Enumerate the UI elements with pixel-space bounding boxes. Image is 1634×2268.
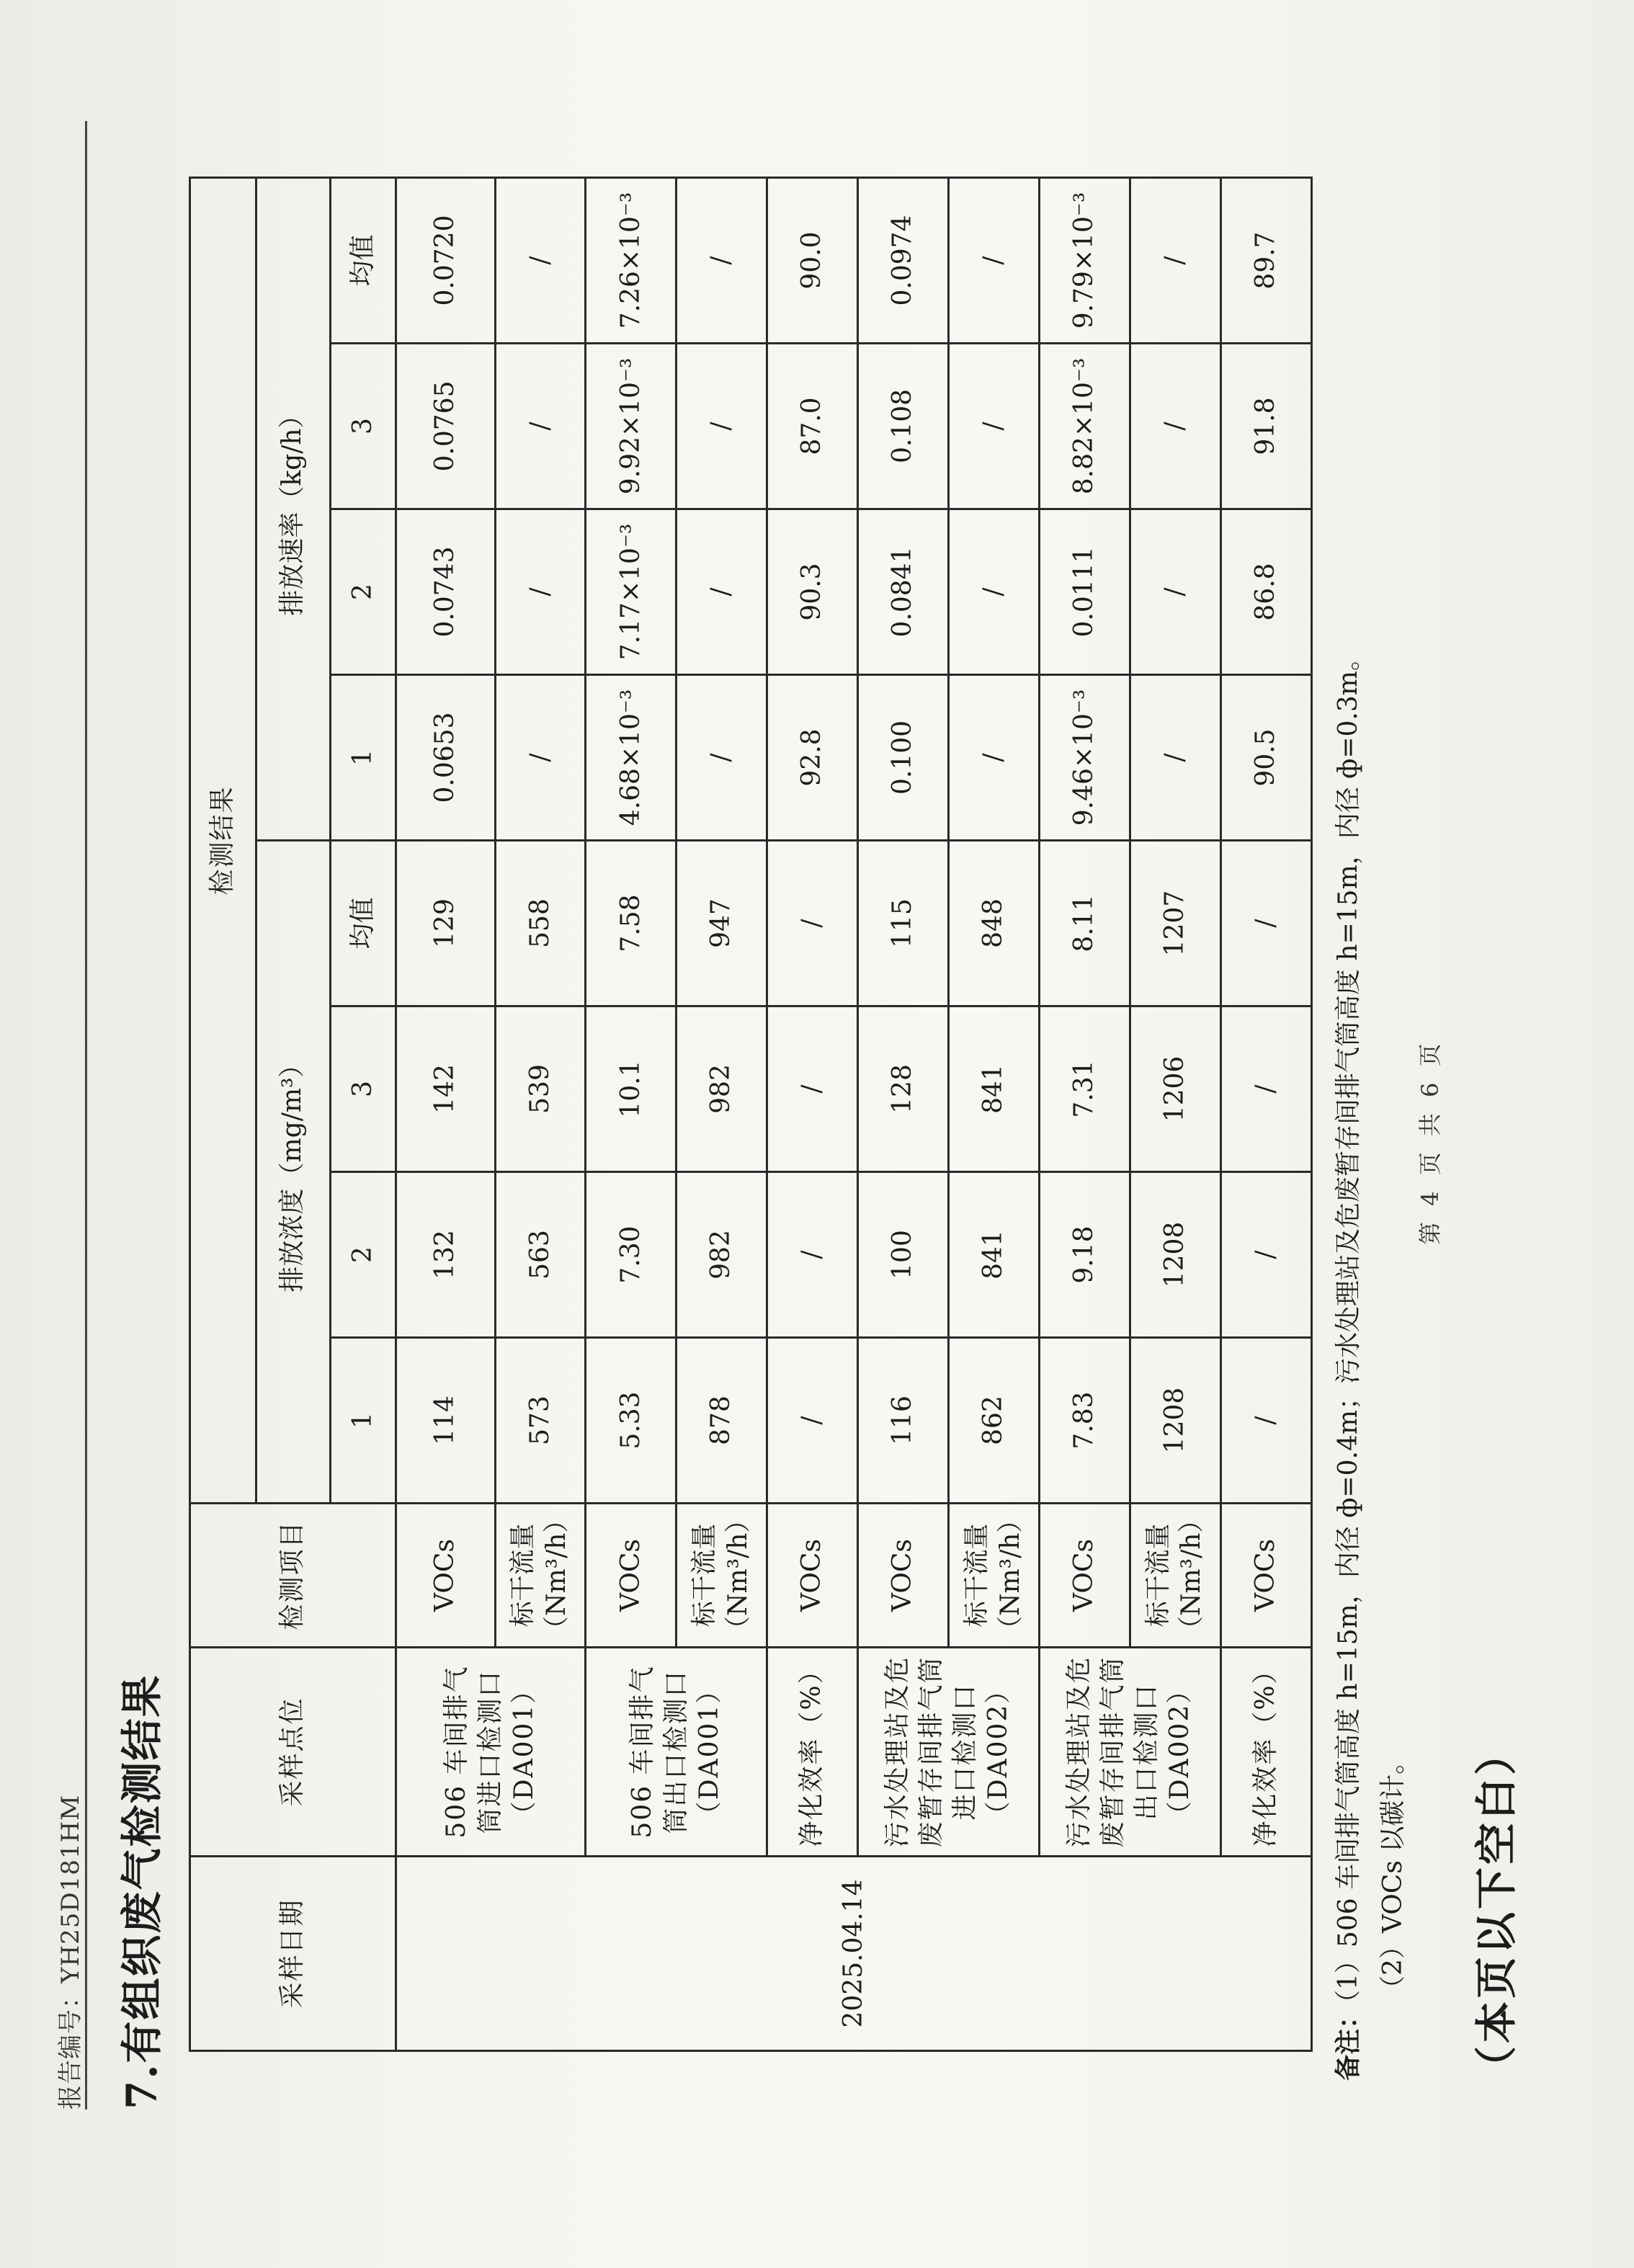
header-emission-concentration: 排放浓度（mg/m³） — [256, 841, 330, 1504]
header-rule — [85, 121, 87, 2109]
value-cell: 0.0841 — [858, 509, 949, 675]
header-rate-1: 1 — [330, 675, 396, 841]
value-cell: 0.0743 — [396, 509, 495, 675]
sampling-point-cell: 506 车间排气筒进口检测口（DA001） — [396, 1648, 586, 1857]
value-cell: 947 — [677, 841, 767, 1006]
value-cell: / — [677, 675, 767, 841]
value-cell: / — [949, 675, 1040, 841]
value-cell: 0.108 — [858, 344, 949, 509]
sampling-point-cell: 506 车间排气筒出口检测口（DA001） — [586, 1648, 767, 1857]
value-cell: 142 — [396, 1006, 495, 1172]
value-cell: 90.0 — [767, 177, 858, 343]
value-cell: 5.33 — [586, 1338, 677, 1504]
test-item-cell: VOCs — [586, 1504, 677, 1648]
header-sampling-date: 采样日期 — [190, 1857, 396, 2051]
test-item-cell: VOCs — [396, 1504, 495, 1648]
value-cell: 9.79×10⁻³ — [1040, 177, 1130, 343]
value-cell: / — [1130, 177, 1221, 343]
value-cell: 128 — [858, 1006, 949, 1172]
value-cell: / — [1130, 675, 1221, 841]
value-cell: 89.7 — [1220, 177, 1311, 343]
test-item-cell: 标干流量（Nm³/h） — [1130, 1504, 1221, 1648]
value-cell: 7.26×10⁻³ — [586, 177, 677, 343]
value-cell: / — [495, 509, 586, 675]
table-row — [767, 177, 858, 2050]
value-cell: 841 — [949, 1172, 1040, 1338]
value-cell: 132 — [396, 1172, 495, 1338]
value-cell: / — [1220, 1172, 1311, 1338]
value-cell: 0.0111 — [1040, 509, 1130, 675]
note-line-1 — [1326, 645, 1371, 2081]
page-number: 第 4 页 共 6 页 — [1416, 1039, 1444, 1245]
value-cell: 92.8 — [767, 675, 858, 841]
value-cell: / — [767, 841, 858, 1006]
value-cell: / — [495, 177, 586, 343]
value-cell: / — [1220, 1006, 1311, 1172]
value-cell: 114 — [396, 1338, 495, 1504]
value-cell: 9.46×10⁻³ — [1040, 675, 1130, 841]
value-cell: / — [677, 177, 767, 343]
value-cell: 129 — [396, 841, 495, 1006]
value-cell: 0.0765 — [396, 344, 495, 509]
value-cell: 0.0653 — [396, 675, 495, 841]
value-cell: 9.92×10⁻³ — [586, 344, 677, 509]
value-cell: 7.17×10⁻³ — [586, 509, 677, 675]
value-cell: 558 — [495, 841, 586, 1006]
header-emission-rate: 排放速率（kg/h） — [256, 177, 330, 840]
value-cell: 116 — [858, 1338, 949, 1504]
header-conc-3: 3 — [330, 1006, 396, 1172]
note-line-2 — [1371, 645, 1416, 2081]
value-cell: 848 — [949, 841, 1040, 1006]
value-cell: / — [1220, 1338, 1311, 1504]
sampling-date-cell: 2025.04.14 — [396, 1857, 1312, 2051]
value-cell: / — [677, 509, 767, 675]
value-cell: / — [1220, 841, 1311, 1006]
header-conc-avg: 均值 — [330, 841, 396, 1006]
value-cell: 1208 — [1130, 1172, 1221, 1338]
test-item-cell: 标干流量（Nm³/h） — [495, 1504, 586, 1648]
notes — [1326, 645, 1416, 2081]
value-cell: 573 — [495, 1338, 586, 1504]
value-cell: 7.31 — [1040, 1006, 1130, 1172]
value-cell: 10.1 — [586, 1006, 677, 1172]
results-table — [189, 177, 1313, 2052]
header-rate-2: 2 — [330, 509, 396, 675]
value-cell: 8.82×10⁻³ — [1040, 344, 1130, 509]
table-row — [1220, 177, 1311, 2050]
notes-label: 备注： — [1333, 2002, 1363, 2081]
test-item-cell: 标干流量（Nm³/h） — [677, 1504, 767, 1648]
value-cell: / — [767, 1172, 858, 1338]
value-cell: 4.68×10⁻³ — [586, 675, 677, 841]
table-row — [1040, 177, 1130, 2050]
value-cell: 7.58 — [586, 841, 677, 1006]
value-cell: 7.30 — [586, 1172, 677, 1338]
value-cell: 563 — [495, 1172, 586, 1338]
blank-below-mark: （本页以下空白） — [1472, 1730, 1521, 2088]
test-item-cell: VOCs — [1040, 1504, 1130, 1648]
value-cell: 878 — [677, 1338, 767, 1504]
value-cell: 90.3 — [767, 509, 858, 675]
value-cell: 100 — [858, 1172, 949, 1338]
value-cell: / — [949, 344, 1040, 509]
report-number: 报告编号：YH25D181HM — [56, 1795, 85, 2109]
section-title: 7.有组织废气检测结果 — [117, 1674, 166, 2109]
test-item-cell: VOCs — [1220, 1504, 1311, 1648]
table-row — [396, 177, 495, 2050]
value-cell: / — [949, 509, 1040, 675]
value-cell: 982 — [677, 1172, 767, 1338]
header-conc-1: 1 — [330, 1338, 396, 1504]
value-cell: 0.0720 — [396, 177, 495, 343]
header-rate-3: 3 — [330, 344, 396, 509]
value-cell: 1206 — [1130, 1006, 1221, 1172]
value-cell: 0.0974 — [858, 177, 949, 343]
header-sampling-point: 采样点位 — [190, 1648, 396, 1857]
value-cell: 91.8 — [1220, 344, 1311, 509]
note-text-1: （1）506 车间排气筒高度 h=15m，内径 ф=0.4m；污水处理站及危废暂存间排气筒高度 h=15m，内径 ф=0.3m。 — [1334, 645, 1363, 2003]
value-cell: 1207 — [1130, 841, 1221, 1006]
header-conc-2: 2 — [330, 1172, 396, 1338]
note-text-2: （2）VOCs 以碳计。 — [1378, 1748, 1408, 2001]
value-cell: / — [767, 1006, 858, 1172]
table-row — [586, 177, 677, 2050]
table-row — [858, 177, 949, 2050]
test-item-cell: VOCs — [858, 1504, 949, 1648]
value-cell: / — [495, 344, 586, 509]
header-rate-avg: 均值 — [330, 177, 396, 343]
value-cell: / — [767, 1338, 858, 1504]
value-cell: / — [1130, 509, 1221, 675]
test-item-cell: 标干流量（Nm³/h） — [949, 1504, 1040, 1648]
value-cell: 7.83 — [1040, 1338, 1130, 1504]
value-cell: / — [949, 177, 1040, 343]
value-cell: 982 — [677, 1006, 767, 1172]
value-cell: 8.11 — [1040, 841, 1130, 1006]
value-cell: 862 — [949, 1338, 1040, 1504]
value-cell: 9.18 — [1040, 1172, 1130, 1338]
value-cell: / — [495, 675, 586, 841]
value-cell: 0.100 — [858, 675, 949, 841]
sampling-point-cell: 污水处理站及危废暂存间排气筒出口检测口（DA002） — [1040, 1648, 1221, 1857]
sampling-point-cell: 污水处理站及危废暂存间排气筒进口检测口（DA002） — [858, 1648, 1040, 1857]
value-cell: 86.8 — [1220, 509, 1311, 675]
sampling-point-cell: 净化效率（%） — [1220, 1648, 1311, 1857]
test-item-cell: VOCs — [767, 1504, 858, 1648]
value-cell: 1208 — [1130, 1338, 1221, 1504]
header-test-item: 检测项目 — [190, 1504, 396, 1648]
value-cell: 87.0 — [767, 344, 858, 509]
value-cell: / — [677, 344, 767, 509]
value-cell: 90.5 — [1220, 675, 1311, 841]
value-cell: 115 — [858, 841, 949, 1006]
value-cell: 539 — [495, 1006, 586, 1172]
value-cell: / — [1130, 344, 1221, 509]
sampling-point-cell: 净化效率（%） — [767, 1648, 858, 1857]
value-cell: 841 — [949, 1006, 1040, 1172]
header-test-results: 检测结果 — [190, 177, 256, 1503]
